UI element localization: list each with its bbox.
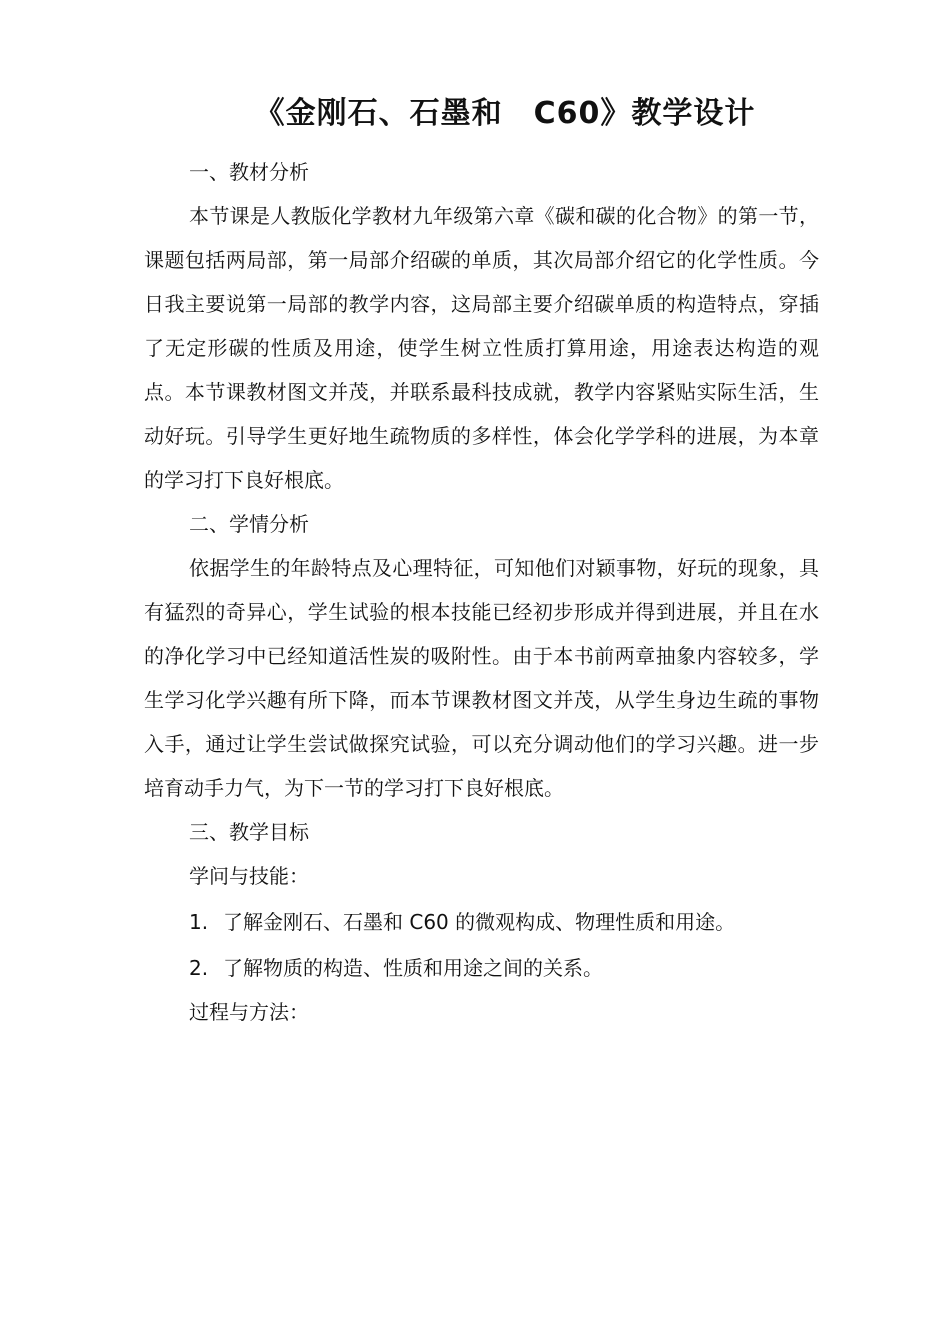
- list-item-text: 了解物质的构造、性质和用途之间的关系。: [223, 956, 603, 980]
- section-heading-textbook-analysis: 一、教材分析: [189, 160, 309, 184]
- section-heading-teaching-goals: 三、教学目标: [189, 820, 309, 844]
- list-item-number: 2.: [189, 956, 209, 980]
- paragraph-textbook-analysis: 本节课是人教版化学教材九年级第六章《碳和碳的化合物》的第一节，课题包括两局部，第一局部介绍碳的单质，其次局部介绍它的化学性质。今日我主要说第一局部的教学内容，这局部主要介绍碳单质的构造特点，穿插了无定形碳的性质及用途，使学生树立性质打算用途，用途表达构造的观点。本节课教材图文并茂，并联系最科技成就，教学内容紧贴实际生活，生动好玩。引导学生更好地生疏物质的多样性，体会化学学科的进展，为本章的学习打下良好根底。: [144, 204, 819, 492]
- subheading-process-methods: 过程与方法：: [189, 1000, 309, 1024]
- subheading-knowledge-skills: 学问与技能：: [189, 864, 309, 888]
- document-body: [144, 150, 819, 1034]
- goals-list: [144, 900, 819, 990]
- list-item: [144, 946, 819, 990]
- document-title: 《金刚石、石墨和 C60》教学设计: [254, 96, 756, 131]
- section-heading-student-analysis: 二、学情分析: [189, 512, 309, 536]
- list-item-text: 了解金刚石、石墨和 C60 的微观构成、物理性质和用途。: [223, 910, 736, 934]
- list-item: [144, 900, 819, 944]
- paragraph-student-analysis: 依据学生的年龄特点及心理特征，可知他们对颖事物，好玩的现象，具有猛烈的奇异心，学生试验的根本技能已经初步形成并得到进展，并且在水的净化学习中已经知道活性炭的吸附性。由于本书前两章抽象内容较多，学生学习化学兴趣有所下降，而本节课教材图文并茂，从学生身边生疏的事物入手，通过让学生尝试做探究试验，可以充分调动他们的学习兴趣。进一步培育动手力气，为下一节的学习打下良好根底。: [144, 556, 819, 800]
- list-item-number: 1.: [189, 910, 209, 934]
